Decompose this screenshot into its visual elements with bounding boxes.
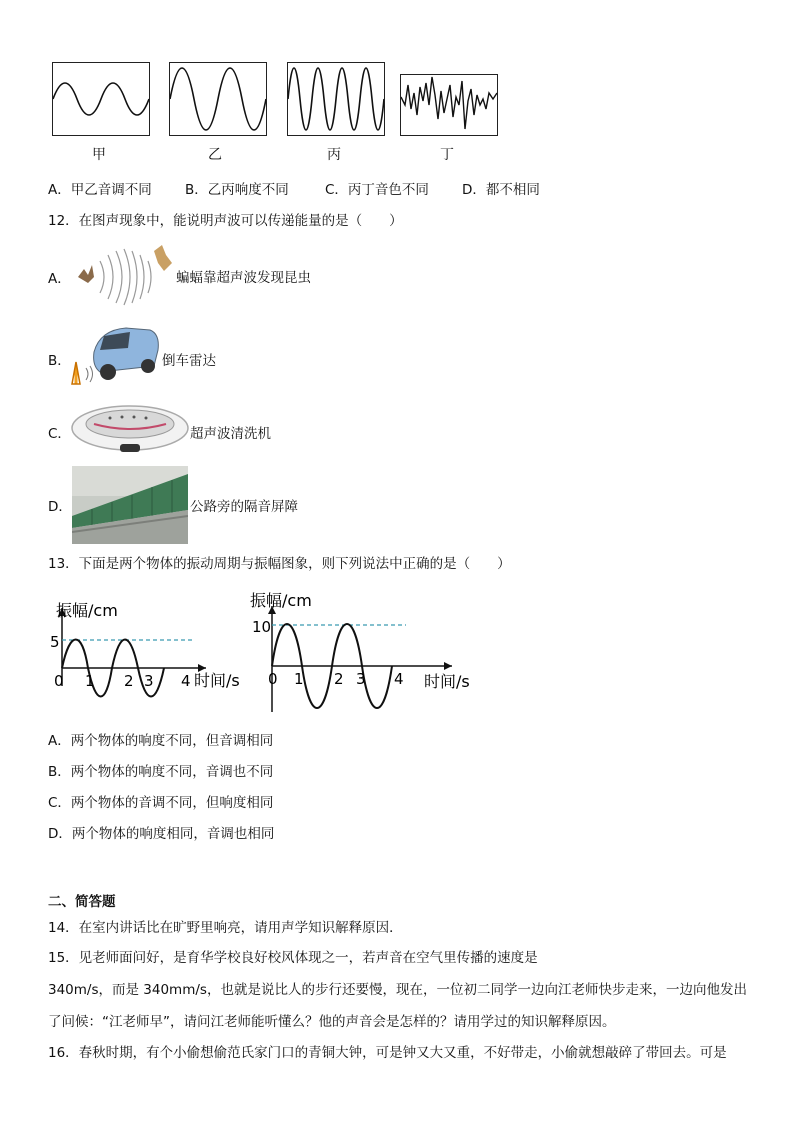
graph1-tick-0: 0 [54,672,64,690]
graph1-xlabel: 时间/s [194,671,240,690]
q12-option-a-letter: A． [48,271,71,287]
q13-option-d: D．两个物体的响度相同，音调也相同 [48,826,275,842]
q12-option-c-caption: 超声波清洗机 [190,426,271,442]
wave-label-bing: 丙 [327,147,341,163]
q16-line-1: 16．春秋时期，有个小偷想偷范氏家门口的青铜大钟，可是钟又大又重，不好带走，小偷就想敲碎了带回去。可是 [48,1045,727,1061]
q12-option-b-letter: B． [48,353,71,369]
graph1-tick-2: 2 [124,672,134,690]
graph1-tick-1: 1 [85,672,95,690]
q12-option-d-letter: D． [48,499,72,515]
graph2-tick-3: 3 [356,670,366,688]
waveform-yi [169,62,267,136]
q13-graph-2 [248,588,478,720]
q14-text: 14．在室内讲话比在旷野里响亮，请用声学知识解释原因． [48,920,403,936]
graph2-tick-1: 1 [294,670,304,688]
noise-barrier-photo [72,466,188,544]
wave-label-yi: 乙 [208,147,222,163]
graph2-tick-0: 0 [268,670,278,688]
q13-stem: 13．下面是两个物体的振动周期与振幅图象，则下列说法中正确的是（ ） [48,556,511,572]
q15-line-1: 15．见老师面问好，是育华学校良好校风体现之一，若声音在空气里传播的速度是 [48,950,538,966]
q13-graph-1 [44,590,254,720]
graph1-tick-3: 3 [144,672,154,690]
waveform-jia [52,62,150,136]
graph1-ylabel: 振幅/cm [56,601,118,620]
q13-option-a: A．两个物体的响度不同，但音调相同 [48,733,274,749]
wave-label-jia: 甲 [92,147,106,163]
car-radar-icon [70,322,162,388]
graph2-amp-label: 10 [252,618,272,636]
q12-option-a-caption: 蝙蝠靠超声波发现昆虫 [176,270,311,286]
graph1-amp-label: 5 [50,633,60,651]
q11-option-d: D．都不相同 [462,182,540,198]
section2-title: 二、简答题 [48,894,116,910]
graph2-ylabel: 振幅/cm [250,591,312,610]
graph2-tick-2: 2 [334,670,344,688]
graph2-xlabel: 时间/s [424,672,470,691]
waveform-bing [287,62,385,136]
wave-label-ding: 丁 [440,147,454,163]
q12-option-d-caption: 公路旁的隔音屏障 [190,499,298,515]
waveform-ding [400,74,498,136]
bat-ultrasound-icon [74,243,174,308]
graph1-tick-4: 4 [181,672,191,690]
q12-option-b-caption: 倒车雷达 [162,353,216,369]
graph2-tick-4: 4 [394,670,404,688]
q11-option-c: C．丙丁音色不同 [325,182,429,198]
ultrasonic-cleaner-icon [70,400,190,458]
q15-line-2: 340m/s，而是 340mm/s，也就是说比人的步行还要慢，现在，一位初二同学一边向江老师快步走来，一边向他发出 [48,982,747,998]
q13-option-c: C．两个物体的音调不同，但响度相同 [48,795,274,811]
q13-option-b: B．两个物体的响度不同，音调也不同 [48,764,274,780]
q12-option-c-letter: C． [48,426,71,442]
q12-stem: 12．在图声现象中，能说明声波可以传递能量的是（ ） [48,213,403,229]
q15-line-3: 了问候：“江老师早”，请问江老师能听懂么？他的声音会是怎样的？请用学过的知识解释原因。 [48,1014,616,1030]
q11-option-b: B．乙丙响度不同 [185,182,289,198]
q11-option-a: A．甲乙音调不同 [48,182,152,198]
